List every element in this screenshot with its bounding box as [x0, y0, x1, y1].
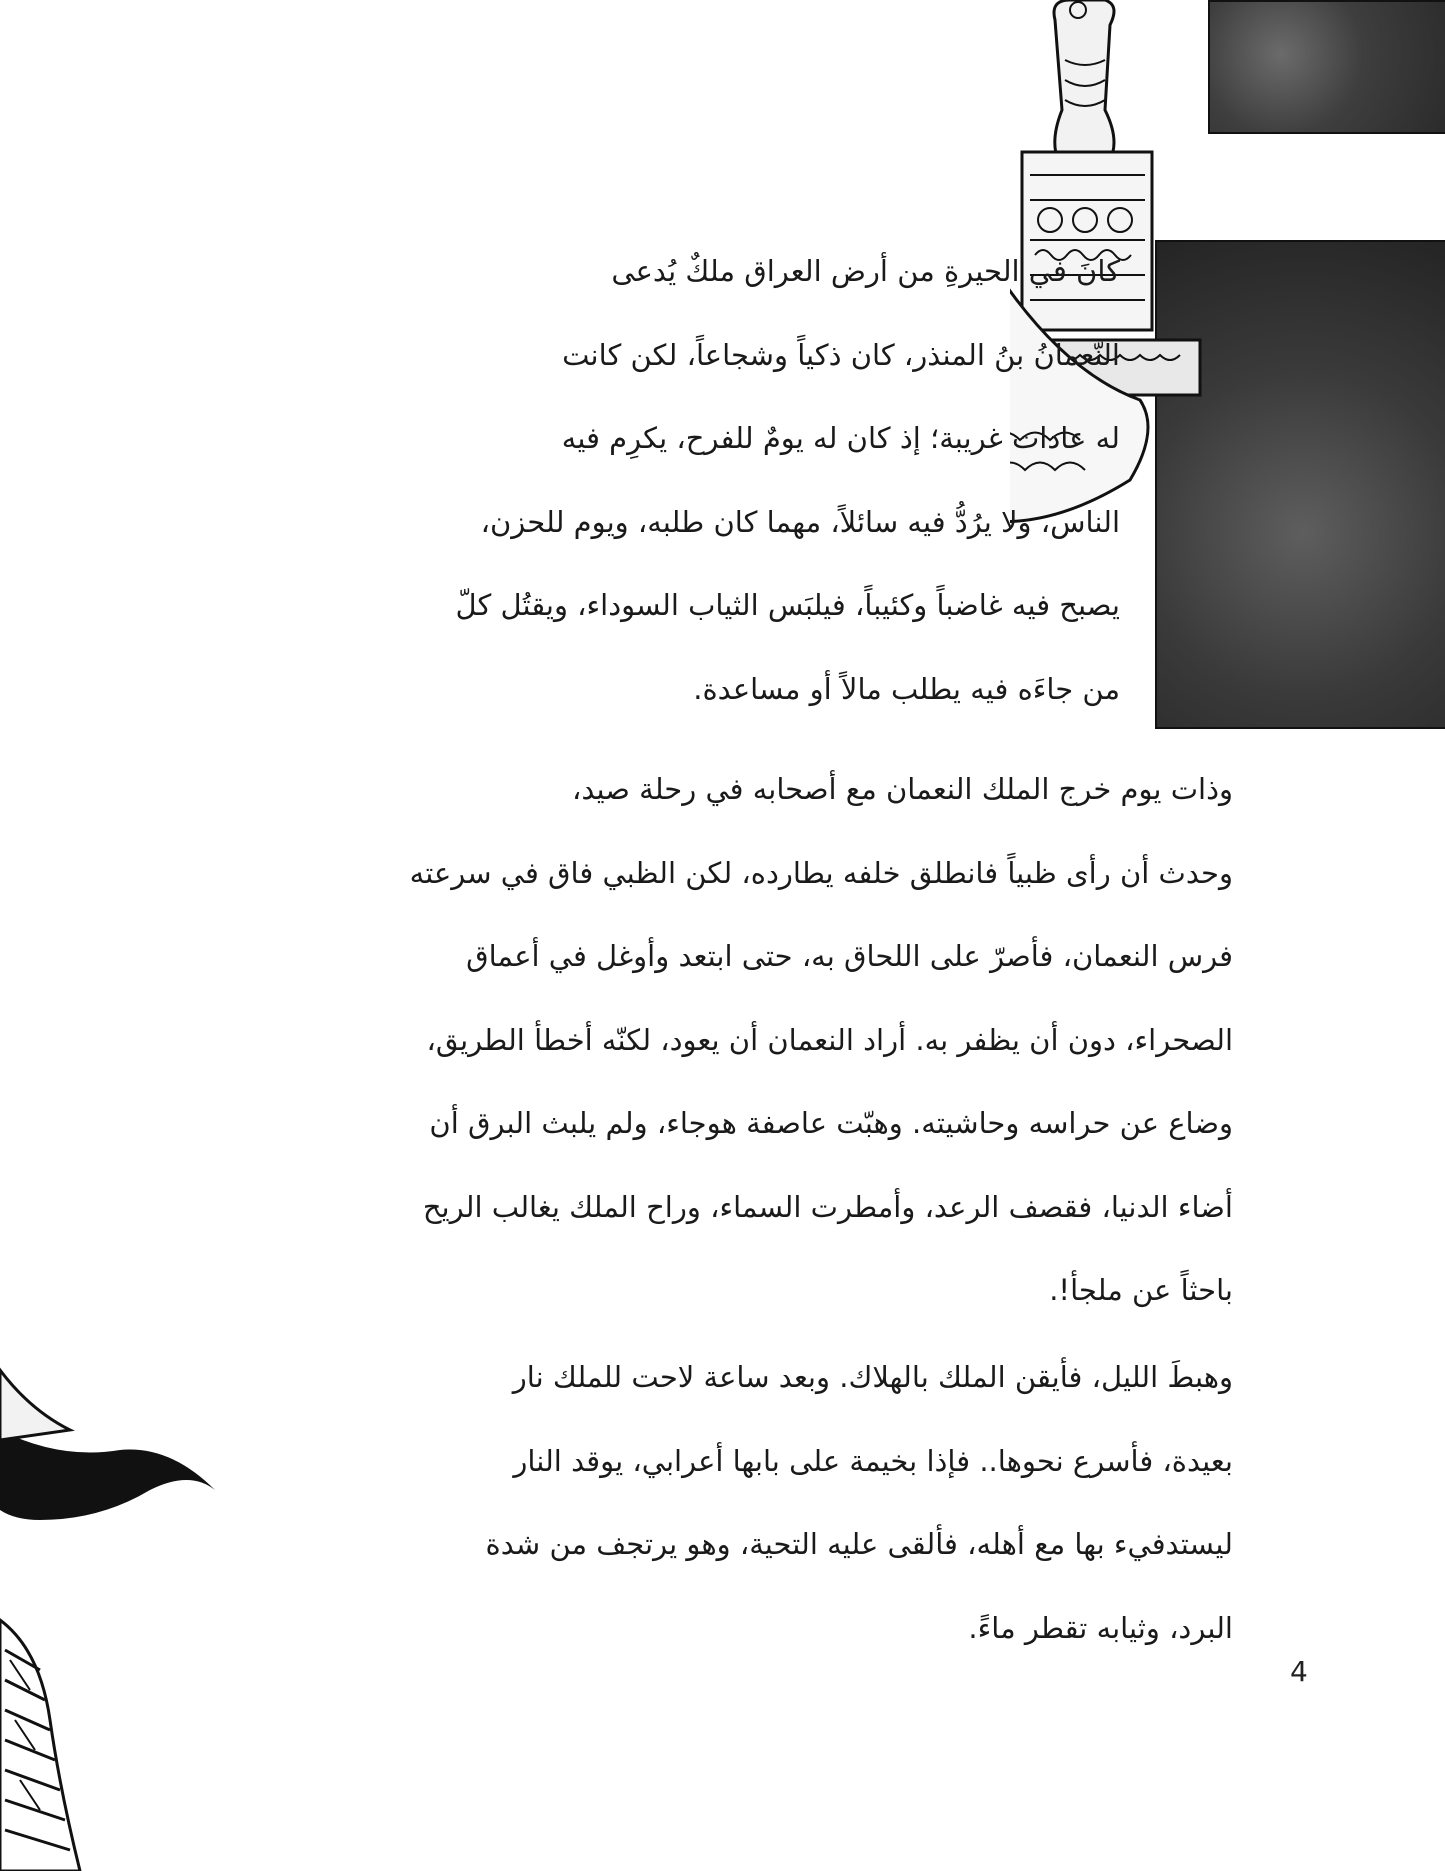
text-line: وحدث أن رأى ظبياً فانطلق خلفه يطارده، لكن الظبي فاق في سرعته — [409, 855, 1233, 890]
text-line: ليستدفيء بها مع أهله، فألقى عليه التحية، وهو يرتجف من شدة — [485, 1527, 1233, 1561]
text-line: فرس النعمان، فأصرّ على اللحاق به، حتى ابتعد وأوغل في أعماق — [466, 939, 1233, 973]
text-line: البرد، وثيابه تقطر ماءً. — [968, 1610, 1233, 1645]
text-line: له عادات غريبة؛ إذ كان له يومٌ للفرح، يكرِم فيه — [561, 421, 1120, 455]
text-line: بعيدة، فأسرع نحوها.. فإذا بخيمة على بابها أعرابي، يوقد النار — [513, 1443, 1233, 1478]
text-line: النّعمانُ بنُ المنذر، كان ذكياً وشجاعاً، لكن كانت — [562, 337, 1120, 372]
story-paragraph-2 — [333, 748, 1233, 1333]
text-line: وضاع عن حراسه وحاشيته. وهبّت عاصفة هوجاء، ولم يلبث البرق أن — [429, 1106, 1233, 1140]
story-paragraph-1 — [320, 230, 1120, 731]
text-line: وذات يوم خرج الملك النعمان مع أصحابه في رحلة صيد، — [571, 772, 1233, 806]
text-line: الصحراء، دون أن يظفر به. أراد النعمان أن يعود، لكنّه أخطأ الطريق، — [426, 1022, 1233, 1057]
bird-illustration — [0, 1290, 230, 1871]
text-line: أضاء الدنيا، فقصف الرعد، وأمطرت السماء، وراح الملك يغالب الريح — [422, 1189, 1233, 1224]
text-line: يصبح فيه غاضباً وكئيباً، فيلبَس الثياب السوداء، ويقتُل كلّ — [455, 588, 1120, 622]
page-number: 4 — [1290, 1655, 1308, 1688]
text-line: باحثاً عن ملجأ!. — [1049, 1273, 1233, 1307]
text-line: كانَ في الحيرةِ من أرض العراق ملكٌ يُدعى — [611, 254, 1120, 288]
text-line: وهبطَ الليل، فأيقن الملك بالهلاك. وبعد ساعة لاحت للملك نار — [512, 1360, 1233, 1394]
text-line: الناس، ولا يرُدُّ فيه سائلاً، مهما كان طلبه، ويوم للحزن، — [480, 504, 1120, 539]
text-line: من جاءَه فيه يطلب مالاً أو مساعدة. — [693, 671, 1120, 706]
story-paragraph-3 — [333, 1336, 1233, 1670]
